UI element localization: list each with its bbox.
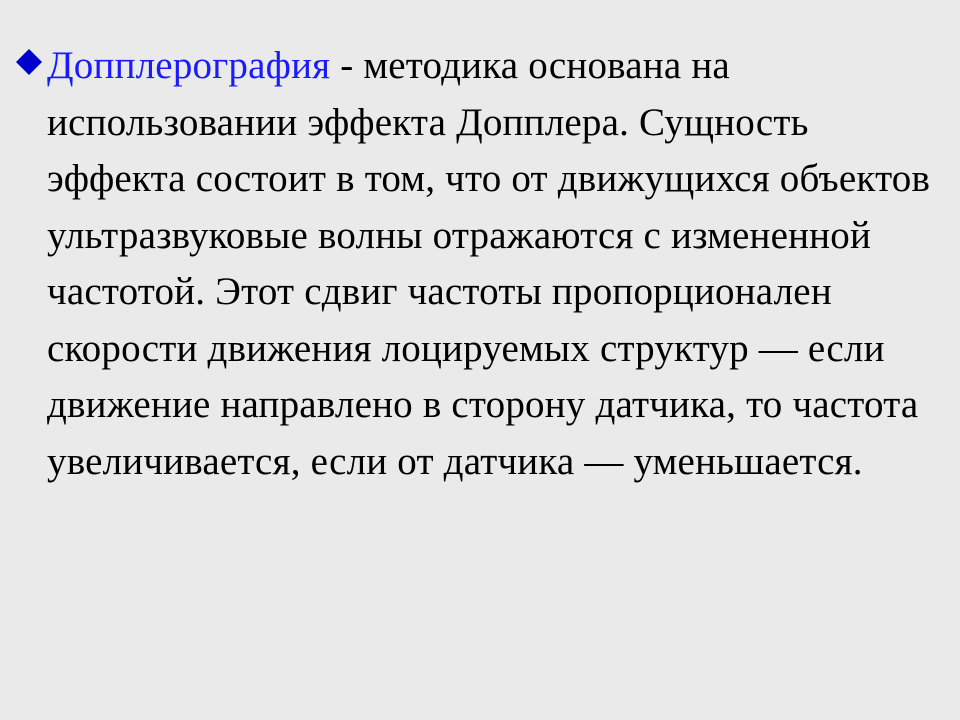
definition-text: - методика основана на использовании эффекта Допплера. Сущность эффекта состоит в том, что от движущихся объектов ультразвуковые волны отражаются с измененной частотой. Этот сдвиг частоты пропорционален скорости движения лоцируемых структур — если движение направлено в сторону датчика, то частота увеличивается, если от датчика — уменьшается. [47, 44, 931, 483]
diamond-bullet-icon [14, 47, 44, 77]
bullet-text [47, 38, 944, 490]
bullet-paragraph [14, 38, 944, 490]
term-doppler: Допплерография [47, 44, 331, 87]
